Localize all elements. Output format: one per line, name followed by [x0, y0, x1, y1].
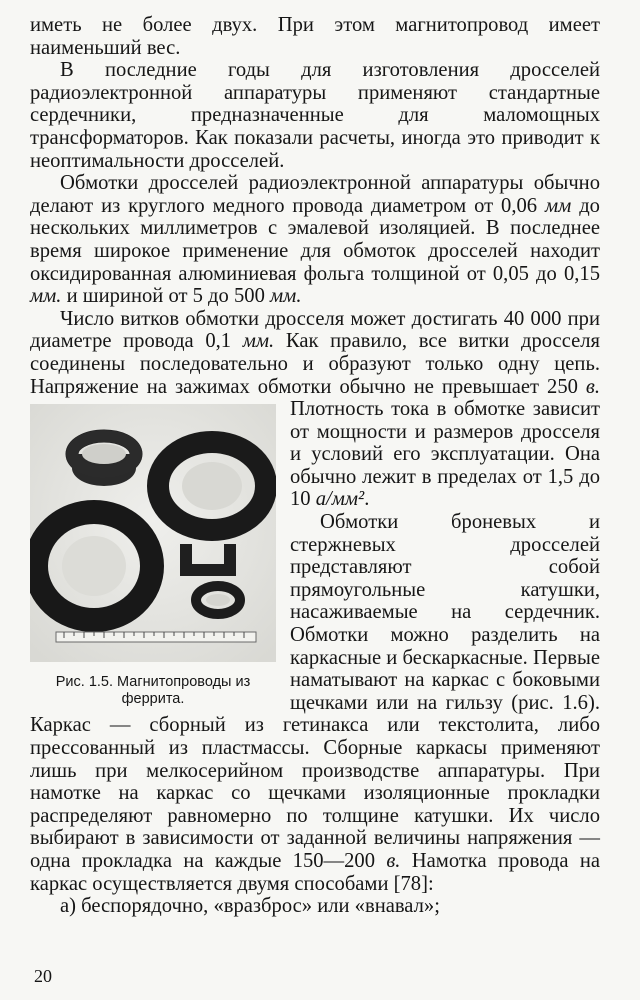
unit-mm: мм. [30, 285, 62, 308]
paragraph-text: В последние годы для изготовления дросселей радиоэлектронной аппаратуры применяют стандартные сердечники, предназначенные для маломощных трансформаторов. Как показали расчеты, иногда это приводит к неоптимальности дросселей. [30, 59, 600, 172]
paragraph-turns: Число витков обмотки дросселя может достигать 40 000 при диаметре провода 0,1 мм. Как правило, все витки дросселя соединены последовательно и образуют только одну цепь. Напряжение на зажимах обмотки обычно не превышает 250 в. Рис. 1.5. Магнитопроводы из феррита. Плотность тока в обмотке зависит от мощности и размеров дросселя и условий его эксплуатации. Она обычно лежит в пределах от 1,5 до 10 а/мм². [30, 307, 600, 708]
ferrite-cores-illustration [30, 404, 276, 662]
paragraph-continuation [30, 14, 600, 59]
paragraph-text: Обмотки броневых и стержневых дросселей представляют собой прямоугольные катушки, насаживаемые на сердечник. Обмотки можно разделить на каркасные и бескаркасные. Первые наматывают на каркас с боковыми щечками или на гильзу (рис. 1.6). Каркас — сборный из гетинакса или текстолита, либо прессованный из пластмассы. Сборные каркасы применяют лишь при мелкосерийном производстве аппаратуры. При намотке на каркас со щечками изоляционные прокладки распределяют равномерно по толщине катушки. Их число выбирают в зависимости от заданной величины напряжения — одна прокладка на каждые 150—200 [30, 511, 600, 872]
paragraph-standard-cores [30, 59, 600, 172]
unit-mm: мм. [270, 285, 302, 308]
paragraph-text: Плотность тока в обмотке зависит от мощности и размеров дросселя и условий его эксплуатации. Она обычно лежит в пределах от 1,5 до 10 [290, 398, 600, 511]
unit-volt: в. [585, 375, 600, 398]
figure-caption: Рис. 1.5. Магнитопроводы из феррита. [55, 674, 251, 708]
paragraph-text: иметь не более двух. При этом магнитопровод имеет наименьший вес. [30, 14, 600, 59]
figure-1-5 [30, 404, 276, 708]
paragraph-text: до нескольких миллиметров с эмалевой изоляцией. В последнее время широкое применение для обмоток дросселей находит оксидированная алюминиевая фольга толщиной от 0,05 до 0,15 [30, 194, 600, 285]
paragraph-text: Число витков обмотки дросселя может достигать 40 000 при диаметре провода 0,1 [30, 307, 600, 353]
paragraph-text: Намотка провода на каркас осуществляется двумя способами [78]: [30, 849, 600, 895]
unit-mm: мм. [242, 330, 275, 353]
list-item-a [30, 895, 600, 918]
page-number: 20 [34, 966, 52, 986]
unit-current-density: а/мм² [315, 488, 365, 511]
unit-volt: в. [386, 849, 401, 872]
paragraph-text: Обмотки дросселей радиоэлектронной аппаратуры обычно делают из круглого медного провода диаметром от 0,06 [30, 172, 600, 217]
paragraph-text: и шириной от 5 до 500 [61, 285, 271, 308]
ferrite-cores-photo [30, 404, 276, 662]
body-text [30, 14, 600, 918]
list-item-text: а) беспорядочно, «вразброс» или «внавал»; [60, 895, 440, 918]
paragraph-winding-wire [30, 172, 600, 308]
unit-mm: мм [544, 194, 572, 217]
paragraph-text: Как правило, все витки дросселя соединены последовательно и образуют только одну цепь. Напряжение на зажимах обмотки обычно не превышает 250 [30, 330, 600, 398]
